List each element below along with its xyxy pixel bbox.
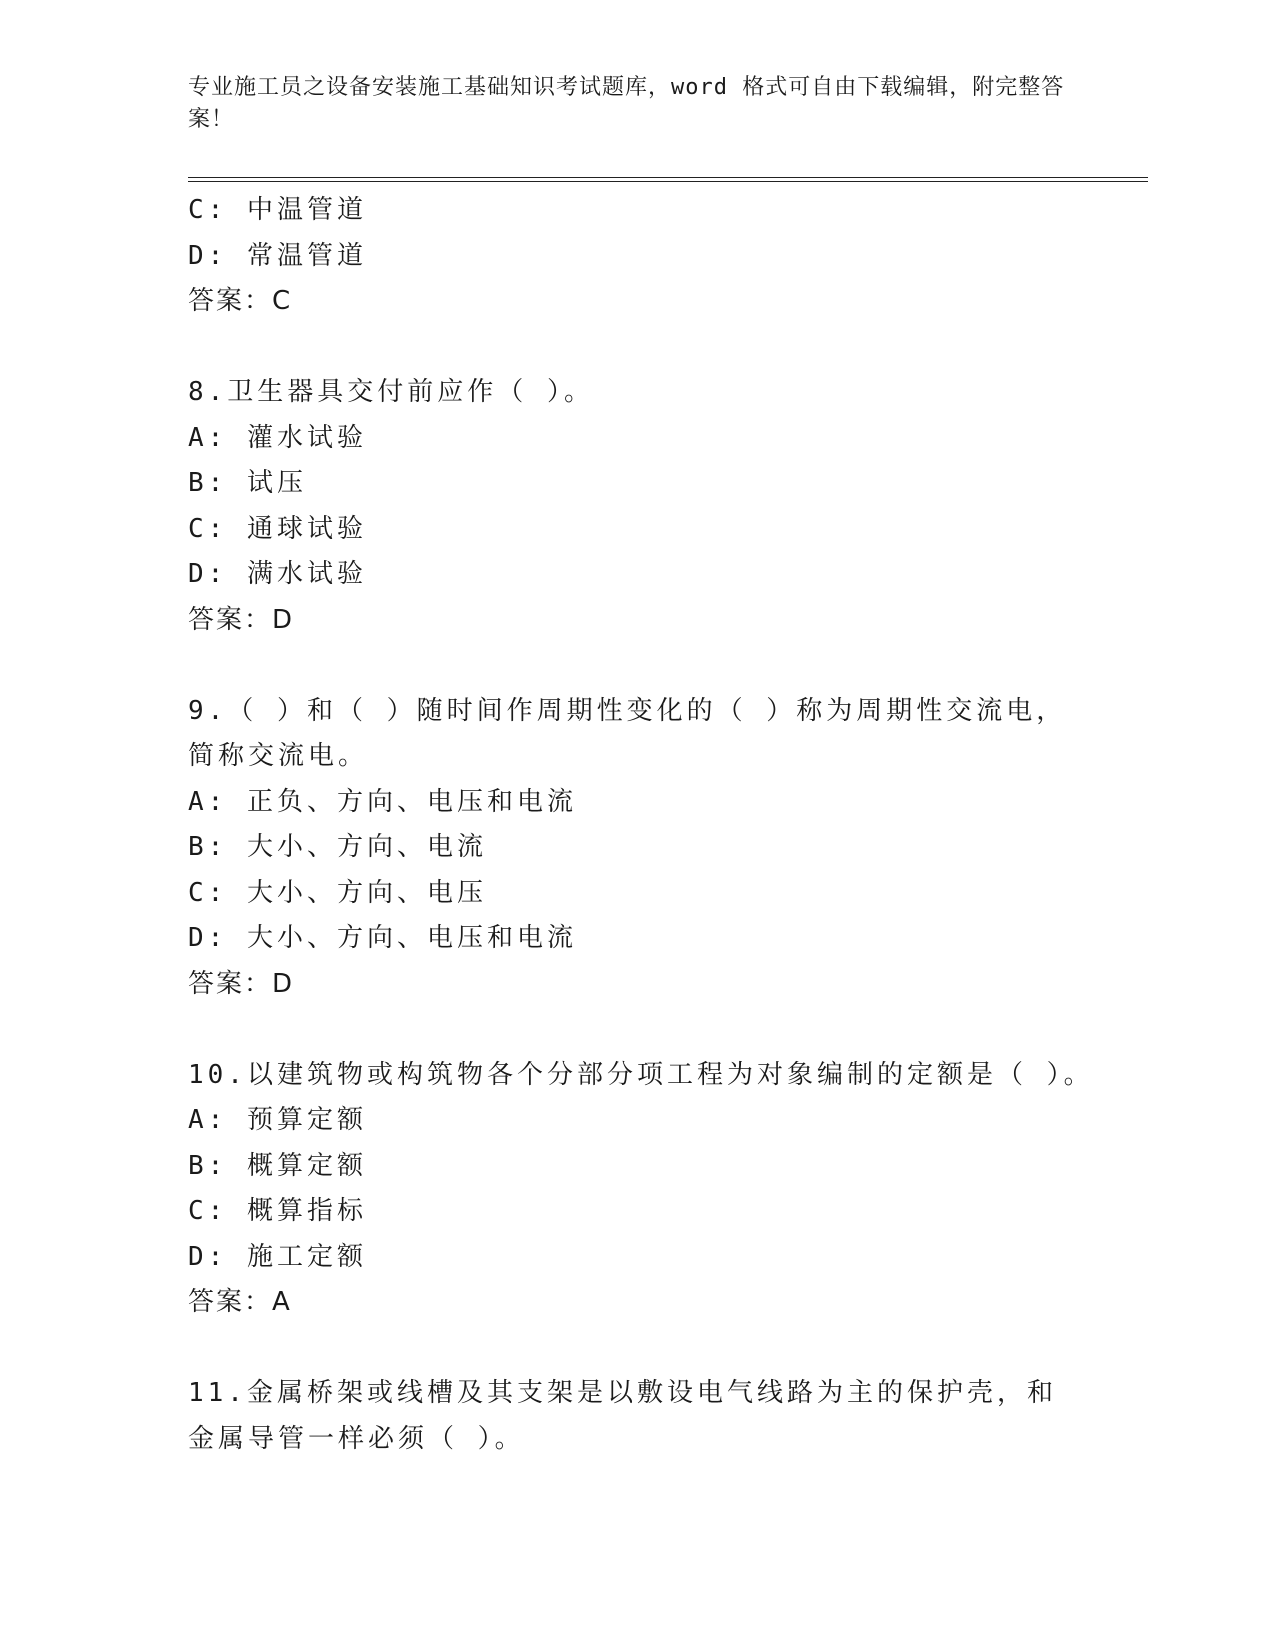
- question-text: 10.以建筑物或构筑物各个分部分项工程为对象编制的定额是（ ）。: [188, 1059, 1094, 1090]
- option-d: D: 满水试验: [188, 559, 367, 589]
- answer: 答案：D: [188, 604, 295, 635]
- answer: 答案：C: [188, 286, 293, 316]
- option-a: A: 预算定额: [188, 1105, 367, 1135]
- question-9: [188, 689, 1088, 1008]
- option-c: C: 中温管道: [188, 195, 367, 225]
- option-b: B: 概算定额: [188, 1150, 367, 1181]
- option-d: D: 施工定额: [188, 1241, 367, 1272]
- question-list: [188, 188, 1094, 1462]
- option-c: C: 通球试验: [188, 513, 367, 544]
- option-c: C: 概算指标: [188, 1196, 367, 1226]
- question-10: [188, 1053, 1094, 1326]
- question-8: [188, 370, 1088, 643]
- question-7-tail: [188, 188, 1088, 325]
- option-b: B: 试压: [188, 468, 307, 498]
- spacer: [188, 1326, 1088, 1372]
- option-c: C: 大小、方向、电压: [188, 877, 487, 908]
- spacer: [188, 1007, 1088, 1053]
- question-text: 8.卫生器具交付前应作（ ）。: [188, 377, 594, 407]
- question-text: 9.（ ）和（ ）随时间作周期性变化的（ ）称为周期性交流电，简称交流电。: [188, 695, 1067, 771]
- option-d: D: 常温管道: [188, 240, 367, 271]
- option-d: D: 大小、方向、电压和电流: [188, 923, 577, 953]
- question-text: 11.金属桥架或线槽及其支架是以敷设电气线路为主的保护壳，和金属导管一样必须（ ）。: [188, 1378, 1057, 1454]
- option-b: B: 大小、方向、电流: [188, 832, 487, 862]
- answer: 答案：A: [188, 1287, 292, 1317]
- option-a: A: 灌水试验: [188, 422, 367, 453]
- spacer: [188, 325, 1088, 371]
- spacer: [188, 643, 1088, 689]
- option-a: A: 正负、方向、电压和电流: [188, 786, 577, 817]
- header-divider: [188, 177, 1148, 182]
- question-11: [188, 1371, 1088, 1462]
- document-header: 专业施工员之设备安装施工基础知识考试题库，word 格式可自由下载编辑，附完整答案！: [188, 75, 1065, 132]
- answer: 答案：D: [188, 968, 295, 999]
